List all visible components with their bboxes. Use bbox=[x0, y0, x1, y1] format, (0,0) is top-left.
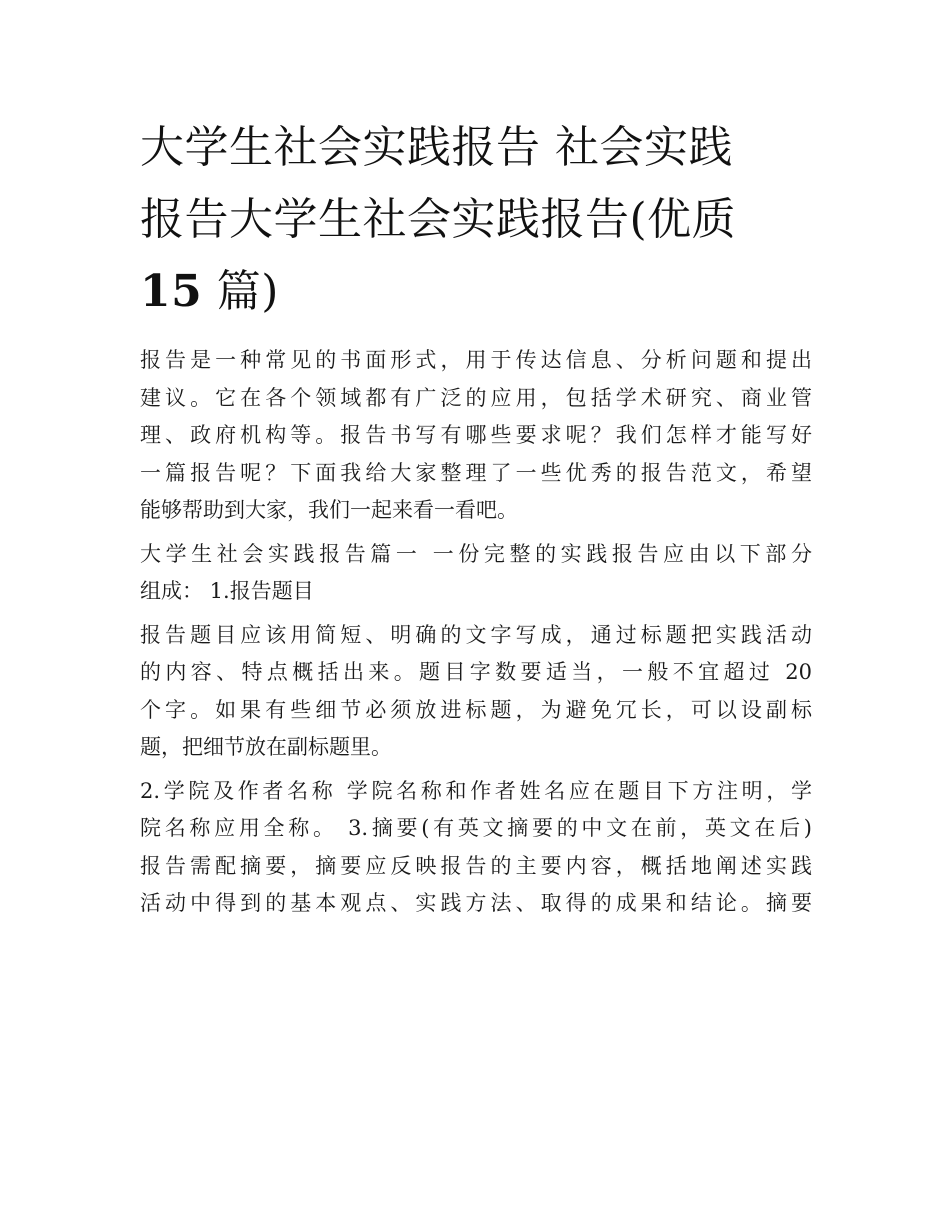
paragraph-line: 一篇报告呢？下面我给大家整理了一些优秀的报告范文，希望 bbox=[140, 460, 812, 485]
paragraph-line: 个字。如果有些细节必须放进标题，为避免冗长，可以设副标 bbox=[140, 697, 812, 722]
paragraph-line: 组成： 1.报告题目 bbox=[140, 579, 314, 603]
paragraph-line: 能够帮助到大家，我们一起来看一看吧。 bbox=[140, 498, 518, 522]
paragraph-line: 报告题目应该用简短、明确的文字写成，通过标题把实践活动 bbox=[140, 622, 812, 647]
paragraph-line: 理、政府机构等。报告书写有哪些要求呢？我们怎样才能写好 bbox=[140, 423, 812, 447]
paragraph-section-1 bbox=[140, 536, 812, 611]
paragraph-report-title bbox=[140, 617, 812, 767]
title-line-3-text: 篇) bbox=[216, 266, 279, 317]
paragraph-line: 活动中得到的基本观点、实践方法、取得的成果和结论。摘要 bbox=[140, 891, 812, 915]
paragraph-line: 报告是一种常见的书面形式，用于传达信息、分析问题和提出 bbox=[140, 348, 812, 372]
document-body bbox=[140, 342, 812, 923]
paragraph-line: 大学生社会实践报告篇一 一份完整的实践报告应由以下部分 bbox=[140, 541, 812, 566]
document-page bbox=[140, 112, 812, 923]
paragraph-line: 报告需配摘要，摘要应反映报告的主要内容，概括地阐述实践 bbox=[140, 853, 812, 878]
title-line-2: 报告大学生社会实践报告(优质 bbox=[140, 194, 737, 245]
document-title bbox=[140, 112, 812, 328]
paragraph-intro bbox=[140, 342, 812, 530]
paragraph-line: 建议。它在各个领域都有广泛的应用，包括学术研究、商业管 bbox=[140, 385, 812, 410]
paragraph-author-abstract bbox=[140, 773, 812, 923]
paragraph-line: 的内容、特点概括出来。题目字数要适当，一般不宜超过 20 bbox=[140, 660, 812, 684]
paragraph-line: 题，把细节放在副标题里。 bbox=[140, 735, 392, 759]
paragraph-line: 2.学院及作者名称 学院名称和作者姓名应在题目下方注明，学 bbox=[140, 778, 812, 803]
title-line-3 bbox=[140, 256, 812, 328]
title-number: 15 bbox=[140, 266, 203, 317]
title-line-1: 大学生社会实践报告 社会实践 bbox=[140, 122, 733, 173]
paragraph-line: 院名称应用全称。 3.摘要(有英文摘要的中文在前，英文在后) bbox=[140, 816, 812, 840]
